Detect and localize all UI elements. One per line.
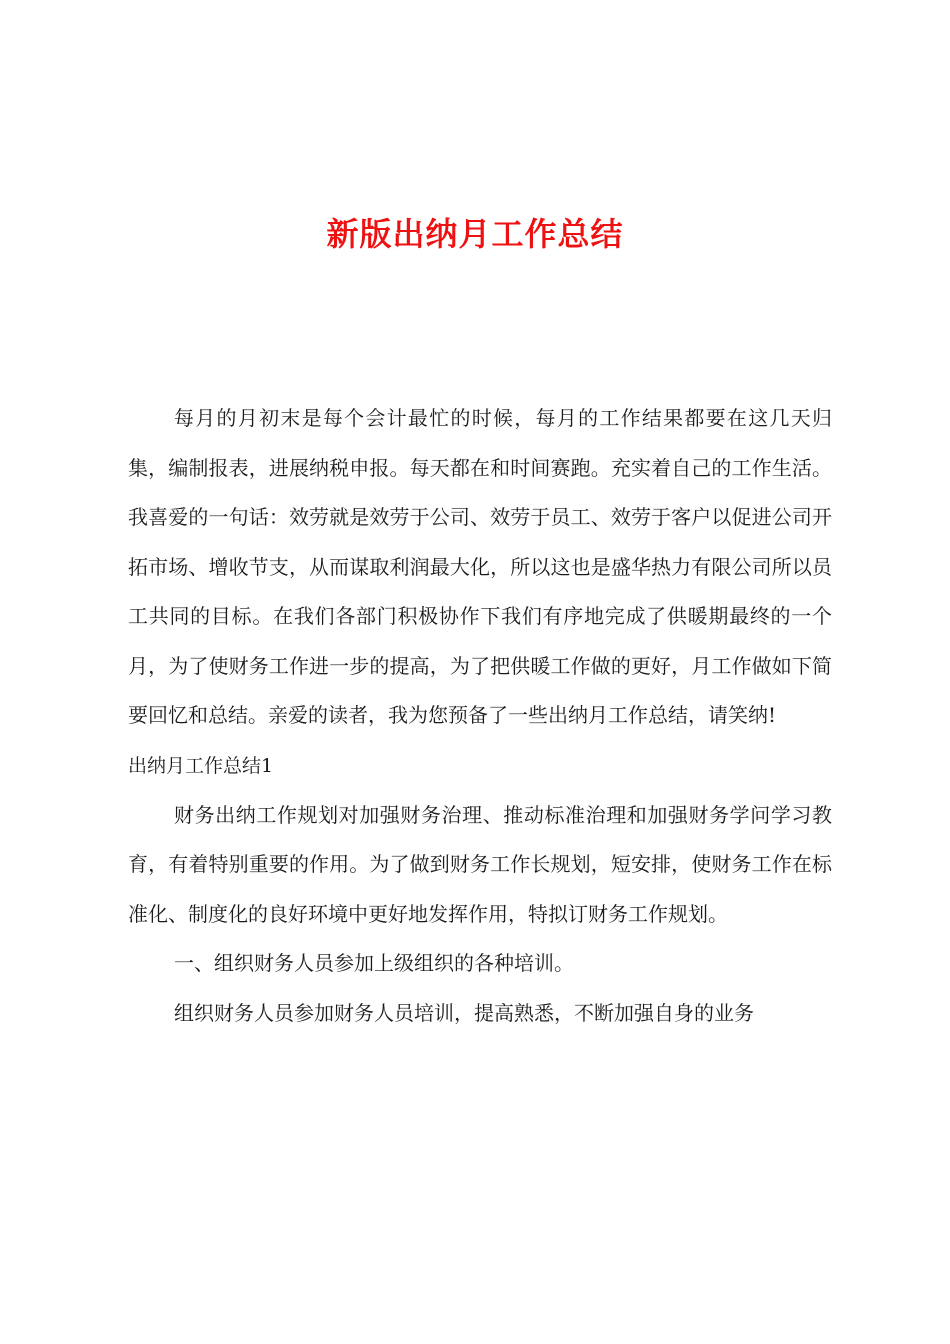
section-heading: 出纳月工作总结1 [128, 754, 274, 777]
section-paragraph: 财务出纳工作规划对加强财务治理、推动标准治理和加强财务学问学习教育，有着特别重要的作用。为了做到财务工作长规划，短安排，使财务工作在标准化、制度化的良好环境中更好地发挥作用，特拟订财务工作规划。 [128, 802, 832, 926]
item-1-paragraph: 组织财务人员参加财务人员培训，提高熟悉，不断加强自身的业务 [174, 1000, 754, 1025]
intro-paragraph: 每月的月初末是每个会计最忙的时候，每月的工作结果都要在这几天归集，编制报表，进展纳税申报。每天都在和时间赛跑。充实着自己的工作生活。我喜爱的一句话：效劳就是效劳于公司、效劳于员工、效劳于客户以促进公司开拓市场、增收节支，从而谋取利润最大化，所以这也是盛华热力有限公司所以员工共同的目标。在我们各部门积极协作下我们有序地完成了供暖期最终的一个月，为了使财务工作进一步的提高，为了把供暖工作做的更好，月工作做如下简要回忆和总结。亲爱的读者，我为您预备了一些出纳月工作总结，请笑纳! [128, 406, 832, 727]
document-body [128, 394, 832, 1038]
document-title: 新版出纳月工作总结 [326, 215, 624, 253]
item-1-heading: 一、组织财务人员参加上级组织的各种培训。 [174, 951, 574, 975]
